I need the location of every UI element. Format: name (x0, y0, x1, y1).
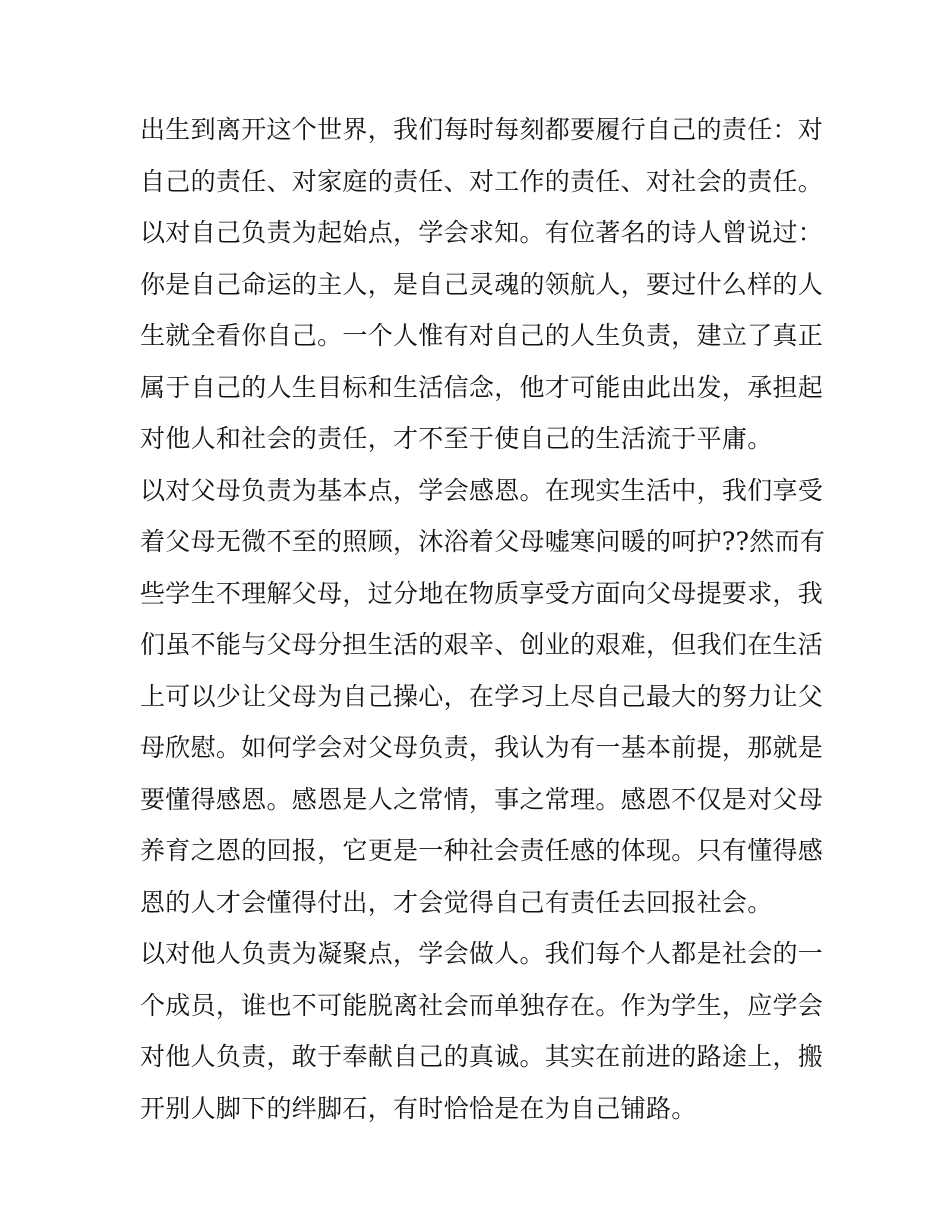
text-line: 要懂得感恩。感恩是人之常情，事之常理。感恩不仅是对父母 (140, 784, 824, 814)
text-line: 以对自己负责为起始点，学会求知。有位著名的诗人曾说过： (140, 218, 824, 247)
text-line: 以对父母负责为基本点，学会感恩。在现实生活中，我们享受 (140, 475, 824, 505)
text-line: 生就全看你自己。一个人惟有对自己的人生负责，建立了真正 (140, 321, 824, 350)
text-line: 养育之恩的回报，它更是一种社会责任感的体现。只有懂得感 (140, 836, 824, 865)
text-line: 们虽不能与父母分担生活的艰辛、创业的艰难，但我们在生活 (140, 630, 824, 659)
text-line: 开别人脚下的绊脚石，有时恰恰是在为自己铺路。 (140, 1093, 697, 1123)
text-line: 着父母无微不至的照顾，沐浴着父母嘘寒问暖的呵护??然而有 (140, 527, 826, 556)
document-body (140, 104, 826, 1134)
text-line: 自己的责任、对家庭的责任、对工作的责任、对社会的责任。 (140, 166, 824, 196)
text-line: 属于自己的人生目标和生活信念，他才可能由此出发，承担起 (140, 372, 824, 402)
text-line: 上可以少让父母为自己操心，在学习上尽自己最大的努力让父 (140, 681, 824, 711)
text-line: 你是自己命运的主人，是自己灵魂的领航人，要过什么样的人 (140, 269, 824, 299)
text-line: 母欣慰。如何学会对父母负责，我认为有一基本前提，那就是 (140, 733, 824, 762)
text-line: 以对他人负责为凝聚点，学会做人。我们每个人都是社会的一 (140, 939, 824, 968)
text-line: 出生到离开这个世界，我们每时每刻都要履行自己的责任：对 (140, 115, 824, 144)
text-line: 恩的人才会懂得付出，才会觉得自己有责任去回报社会。 (140, 887, 773, 917)
text-line: 些学生不理解父母，过分地在物质享受方面向父母提要求，我 (140, 578, 824, 608)
text-line: 对他人负责，敢于奉献自己的真诚。其实在前进的路途上，搬 (140, 1042, 824, 1071)
text-line: 对他人和社会的责任，才不至于使自己的生活流于平庸。 (140, 424, 773, 453)
text-line: 个成员，谁也不可能脱离社会而单独存在。作为学生，应学会 (140, 990, 824, 1020)
